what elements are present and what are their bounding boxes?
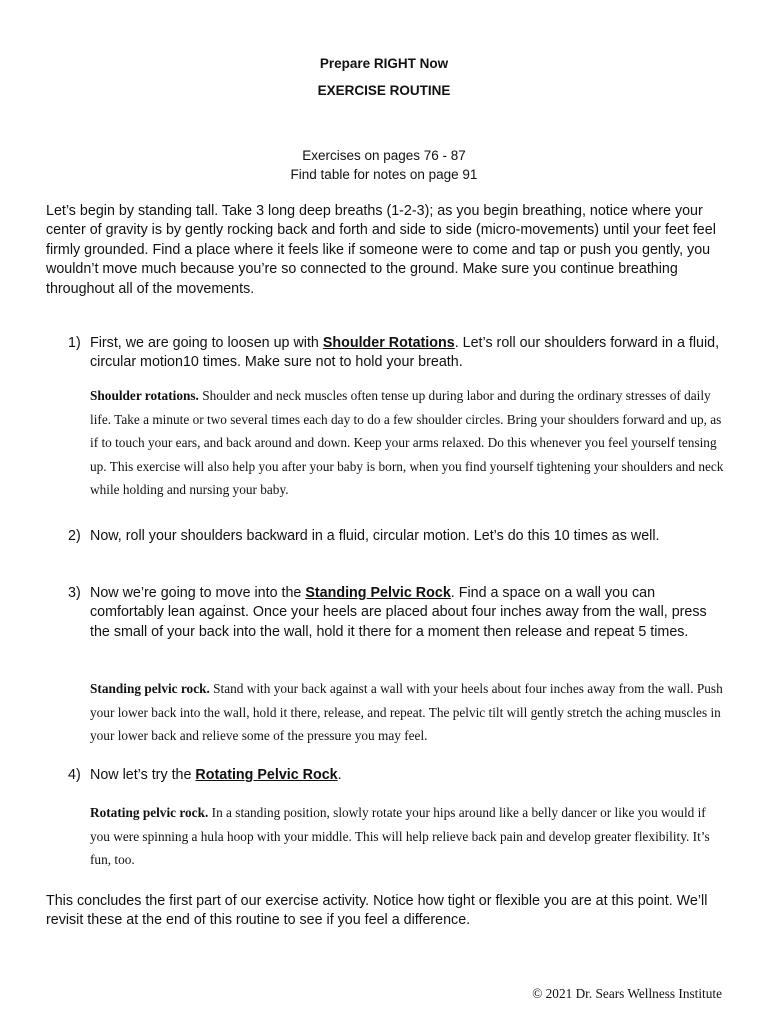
- exercise-pages-reference: Exercises on pages 76 - 87: [302, 148, 466, 163]
- step-text: [90, 766, 728, 785]
- step-2: [68, 527, 728, 546]
- step-text-after: . Find a space on a wall you can comfortably lean against. Once your heels are placed about four inches away from the wall, press the small of your back into the wall, hold it there for a moment then release and repeat 5 times.: [90, 585, 707, 640]
- step-text: Now, roll your shoulders backward in a fluid, circular motion. Let’s do this 10 times as well.: [90, 528, 660, 544]
- step-1: [68, 334, 728, 373]
- standing-pelvic-rock-excerpt: [90, 677, 728, 748]
- excerpt-body: In a standing position, slowly rotate your hips around like a belly dancer or like you would if you were spinning a hula hoop with your middle. This will help relieve back pain and develop greater flexibility. It’s fun, too.: [90, 805, 710, 868]
- closing-paragraph: This concludes the first part of our exercise activity. Notice how tight or flexible you are at this point. We’ll revisit these at the end of this routine to see if you feel a difference.: [46, 893, 708, 929]
- shoulder-rotations-link[interactable]: Shoulder Rotations: [322, 335, 455, 351]
- excerpt-title: Standing pelvic rock.: [90, 681, 210, 696]
- shoulder-rotations-excerpt: [90, 384, 728, 502]
- step-number: 4): [68, 767, 81, 783]
- intro-paragraph: Let’s begin by standing tall. Take 3 long deep breaths (1-2-3); as you begin breathing, notice where your center of gravity is by gently rocking back and forth and side to side (micro-movements) until your feet feel firmly grounded. Find a place where it feels like if someone were to come and tap or push you gently, you wouldn’t move much because you’re so connected to the ground. Make sure you continue breathing throughout all of the movements.: [46, 203, 716, 297]
- step-number: 3): [68, 585, 81, 601]
- document-subtitle: EXERCISE ROUTINE: [317, 83, 451, 98]
- excerpt-body: Stand with your back against a wall with your heels about four inches away from the wall. Push your lower back into the wall, hold it there, release, and repeat. The pelvic tilt will gently stretch the aching muscles in your lower back and relieve some of the pressure you may feel.: [90, 681, 723, 744]
- excerpt-title: Rotating pelvic rock.: [90, 805, 209, 820]
- document-title: Prepare RIGHT Now: [319, 56, 449, 71]
- rotating-pelvic-rock-excerpt: [90, 801, 728, 872]
- page-references: [0, 146, 768, 184]
- step-text-before: Now let’s try the: [90, 767, 196, 783]
- excerpt-title: Shoulder rotations.: [90, 388, 199, 403]
- step-text-after: .: [337, 767, 342, 783]
- step-text: [90, 334, 728, 373]
- step-text-before: Now we’re going to move into the: [90, 585, 306, 601]
- step-text: [90, 584, 728, 642]
- step-3: [68, 584, 728, 642]
- rotating-pelvic-rock-link[interactable]: Rotating Pelvic Rock: [195, 767, 338, 783]
- step-number: 2): [68, 528, 81, 544]
- copyright-footer: © 2021 Dr. Sears Wellness Institute: [532, 986, 722, 1001]
- excerpt-body: Shoulder and neck muscles often tense up during labor and during the ordinary stresses of daily life. Take a minute or two several times each day to do a few shoulder circles. Bring your shoulders forward and up, as if to touch your ears, and back around and down. Keep your arms relaxed. Do this whenever you feel yourself tensing up. This exercise will also help you after your baby is born, when you find yourself tightening your shoulders and neck while holding and nursing your baby.: [90, 388, 724, 498]
- notes-page-reference: Find table for notes on page 91: [290, 167, 478, 182]
- step-text-before: First, we are going to loosen up with: [90, 335, 323, 351]
- step-4: [68, 766, 728, 785]
- standing-pelvic-rock-link[interactable]: Standing Pelvic Rock: [305, 585, 451, 601]
- step-text-after: . Let’s roll our shoulders forward in a fluid, circular motion10 times. Make sure not to hold your breath.: [90, 335, 720, 371]
- step-number: 1): [68, 335, 81, 351]
